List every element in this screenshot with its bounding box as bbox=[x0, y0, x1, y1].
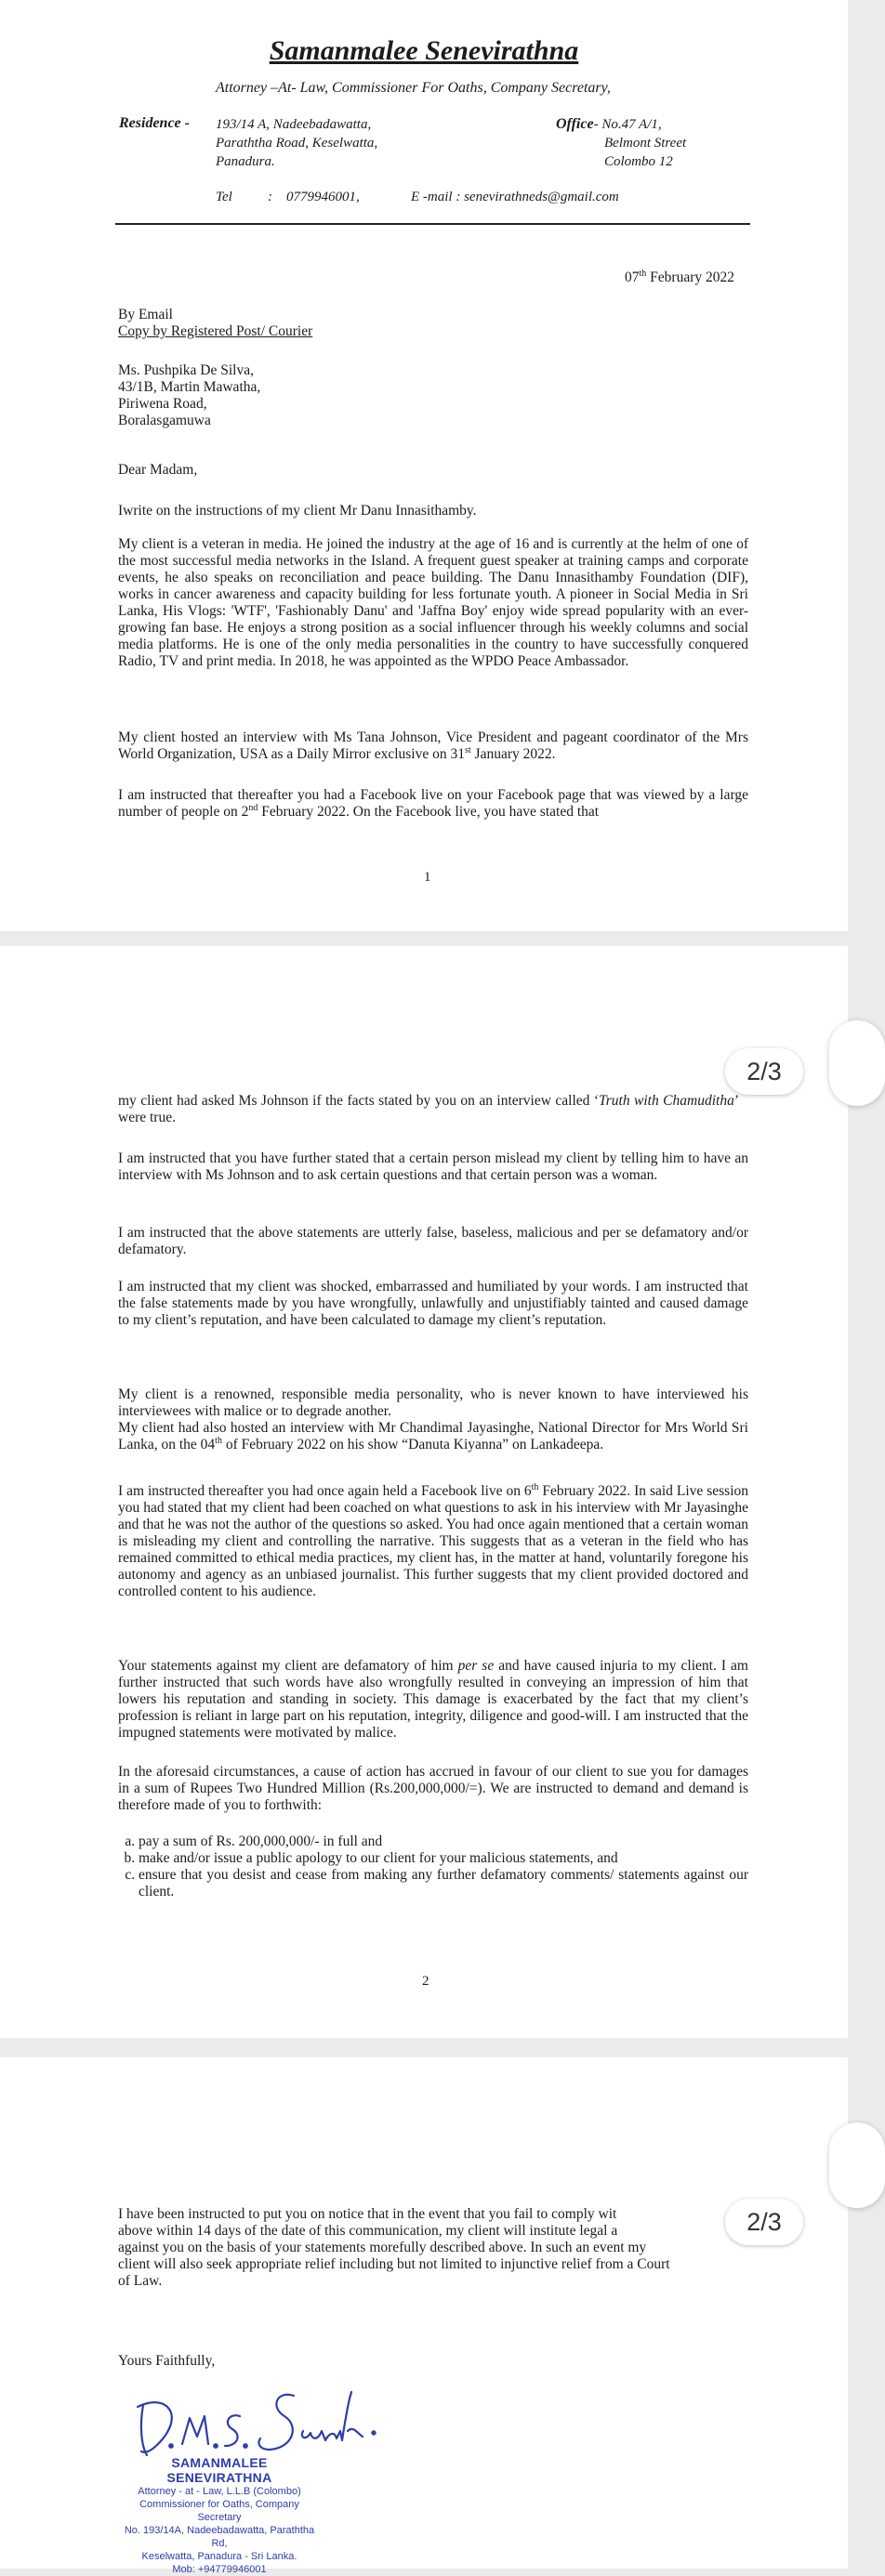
email-address: E -mail : senevirathneds@gmail.com bbox=[411, 190, 619, 204]
office-line: Belmont Street bbox=[604, 136, 687, 151]
stamp-line: No. 193/14A, Nadeebadawatta, Paraththa Rd, bbox=[124, 2525, 315, 2549]
paragraph: I am instructed that my client was shocked, embarrassed and humiliated by your words. I am instructed that the false statements made by you have wrongfully, unlawfully and unjustifiably tainted and caused damage to my client’s reputation, and have been calculated to damage my client’s reputation. bbox=[118, 1279, 748, 1328]
paragraph-line: above within 14 days of the date of this communication, my client will institute legal a bbox=[118, 2223, 618, 2239]
stamp-line: Mob: +94779946001 bbox=[172, 2564, 267, 2575]
paragraph: I am instructed that the above statements are utterly false, baseless, malicious and per se defamatory and/or defamatory. bbox=[118, 1225, 748, 1257]
letter-page-2 bbox=[0, 946, 848, 2038]
demand-item: a. pay a sum of Rs. 200,000,000/- in full and bbox=[139, 1833, 748, 1850]
tel-label: Tel bbox=[216, 190, 232, 204]
paragraph-line: client will also seek appropriate relief including but not limited to injunctive relief from a Court bbox=[118, 2256, 670, 2272]
signature-image bbox=[130, 2379, 409, 2463]
stamp-line: Keselwatta, Panadura - Sri Lanka. bbox=[141, 2551, 297, 2562]
page-indicator-badge: 2/3 bbox=[725, 1048, 803, 1095]
delivery-copy: Copy by Registered Post/ Courier bbox=[118, 323, 313, 339]
residence-line: Paraththa Road, Keselwatta, bbox=[216, 136, 378, 151]
stamp-line: Attorney - at - Law, L.L.B (Colombo) bbox=[138, 2486, 301, 2497]
residence-label: Residence - bbox=[119, 115, 190, 131]
demands-list bbox=[118, 1833, 748, 1900]
scroll-handle[interactable] bbox=[829, 2123, 885, 2208]
recipient-line: Boralasgamuwa bbox=[118, 413, 211, 428]
page-number: 1 bbox=[424, 870, 431, 885]
page-number: 2 bbox=[422, 1974, 429, 1989]
demand-item: b. make and/or issue a public apology to our client for your malicious statements, and bbox=[139, 1850, 748, 1867]
residence-address bbox=[216, 115, 377, 171]
office-line: Colombo 12 bbox=[604, 154, 673, 169]
recipient-line: Piriwena Road, bbox=[118, 396, 207, 412]
paragraph: My client is a veteran in media. He joined the industry at the age of 16 and is currently at the helm of one of the most successful media networks in the Island. A frequent guest speaker at training camps and corporate events, he also speaks on reconciliation and peace building. The Danu Innasithamby Foundation (DIF), works in cancer awareness and capacity building for less fortunate youth. A pioneer in Social Media in Sri Lanka, His Vlogs: 'WTF', 'Fashionably Danu' and 'Jaffna Boy' enjoy wide spread popularity with an ever-growing fan base. He enjoys a strong position as a social influencer through his weekly columns and social media platforms. He is one of the only media personalities in the country to have successfully conquered Radio, TV and print media. In 2018, he was appointed as the WPDO Peace Ambassador. bbox=[118, 536, 748, 669]
letter-date: 07th February 2022 bbox=[625, 268, 734, 285]
residence-line: 193/14 A, Nadeebadawatta, bbox=[216, 117, 372, 132]
paragraph: In the aforesaid circumstances, a cause of action has accrued in favour of our client to sue you for damages in a sum of Rupees Two Hundred Million (Rs.200,000,000/=). We are instructed to demand and demand is therefore made of you to forthwith: bbox=[118, 1764, 748, 1813]
salutation: Dear Madam, bbox=[118, 462, 198, 478]
paragraph: I am instructed that thereafter you had a Facebook live on your Facebook page that was viewed by a large number of people on 2nd February 2022. On the Facebook live, you have stated that bbox=[118, 787, 748, 820]
page-indicator-badge: 2/3 bbox=[725, 2199, 803, 2245]
office-label: Office bbox=[556, 116, 594, 132]
paragraph: My client hosted an interview with Ms Tana Johnson, Vice President and pageant coordinator of the Mrs World Organization, USA as a Daily Mirror exclusive on 31st January 2022. bbox=[118, 729, 748, 762]
paragraph-line: of Law. bbox=[118, 2273, 163, 2289]
recipient-line: Ms. Pushpika De Silva, bbox=[118, 362, 254, 378]
letter-page-1 bbox=[0, 0, 848, 931]
demand-item: c. ensure that you desist and cease from making any further defamatory comments/ statements against our client. bbox=[139, 1867, 748, 1900]
paragraph bbox=[118, 2206, 748, 2290]
residence-line: Panadura. bbox=[216, 154, 275, 169]
paragraph-line: against you on the basis of your statements morefully described above. In such an event my bbox=[118, 2240, 647, 2255]
recipient-line: 43/1B, Martin Mawatha, bbox=[118, 379, 261, 395]
paragraph: I am instructed that you have further stated that a certain person mislead my client by telling him to have an interview with Ms Johnson and to ask certain questions and that certain person was a woman. bbox=[118, 1150, 748, 1183]
paragraph: Iwrite on the instructions of my client Mr Danu Innasithamby. bbox=[118, 503, 477, 519]
paragraph: My client had also hosted an interview with Mr Chandimal Jayasinghe, National Director for Mrs World Sri Lanka, on the 04th of February 2022 on his show “Danuta Kiyanna” on Lankadeepa. bbox=[118, 1420, 748, 1452]
office-line: - No.47 A/1, bbox=[593, 117, 662, 132]
tel-number: 0779946001, bbox=[286, 190, 360, 204]
paragraph: My client is a renowned, responsible media personality, who is never known to have interviewed his interviewees with malice or to degrade another. bbox=[118, 1387, 748, 1419]
office-address bbox=[556, 115, 686, 171]
recipient-address bbox=[118, 362, 260, 429]
paragraph: I am instructed thereafter you had once again held a Facebook live on 6th February 2022. In said Live session you had stated that my client had been coached on what questions to ask in his interview with Mr Jayasinghe and that he was not the author of the questions so asked. You had once again mentioned that a certain woman is misleading my client and controlling the narrative. This suggests that as a veteran in the field who has remained committed to ethical media practices, my client has, in the matter at hand, voluntarily foregone his autonomy and agency as an unbiased journalist. This further suggests that my client provided doctored and controlled content to his audience. bbox=[118, 1481, 749, 1599]
scroll-handle[interactable] bbox=[829, 1020, 885, 1106]
letterhead-titles: Attorney –At- Law, Commissioner For Oaths, Company Secretary, bbox=[216, 80, 611, 96]
stamp-name: SAMANMALEE SENEVIRATHNA bbox=[166, 2455, 272, 2485]
paragraph: Your statements against my client are defamatory of him per se and have caused injuria to my client. I am further instructed that such words have also wrongfully resulted in conveying an impression of him that lowers his reputation and standing in society. This damage is exacerbated by the fact that my client’s profession is reliant in large part on his reputation, integrity, diligence and good-will. I am instructed that the impugned statements were motivated by malice. bbox=[118, 1658, 748, 1741]
stamp-line: Commissioner for Oaths, Company Secretary bbox=[139, 2499, 299, 2523]
paragraph-line: I have been instructed to put you on notice that in the event that you fail to comply wit bbox=[118, 2206, 617, 2222]
paragraph: my client had asked Ms Johnson if the facts stated by you on an interview called ‘Truth with Chamuditha’ were true. bbox=[118, 1093, 739, 1125]
delivery-method: By Email bbox=[118, 307, 173, 322]
letter-page-3 bbox=[0, 2057, 848, 2575]
closing: Yours Faithfully, bbox=[118, 2353, 216, 2369]
letterhead-divider bbox=[115, 223, 750, 225]
letterhead-name: Samanmalee Senevirathna bbox=[269, 35, 579, 66]
tel-separator: : bbox=[268, 190, 272, 204]
signature-stamp bbox=[117, 2455, 322, 2576]
